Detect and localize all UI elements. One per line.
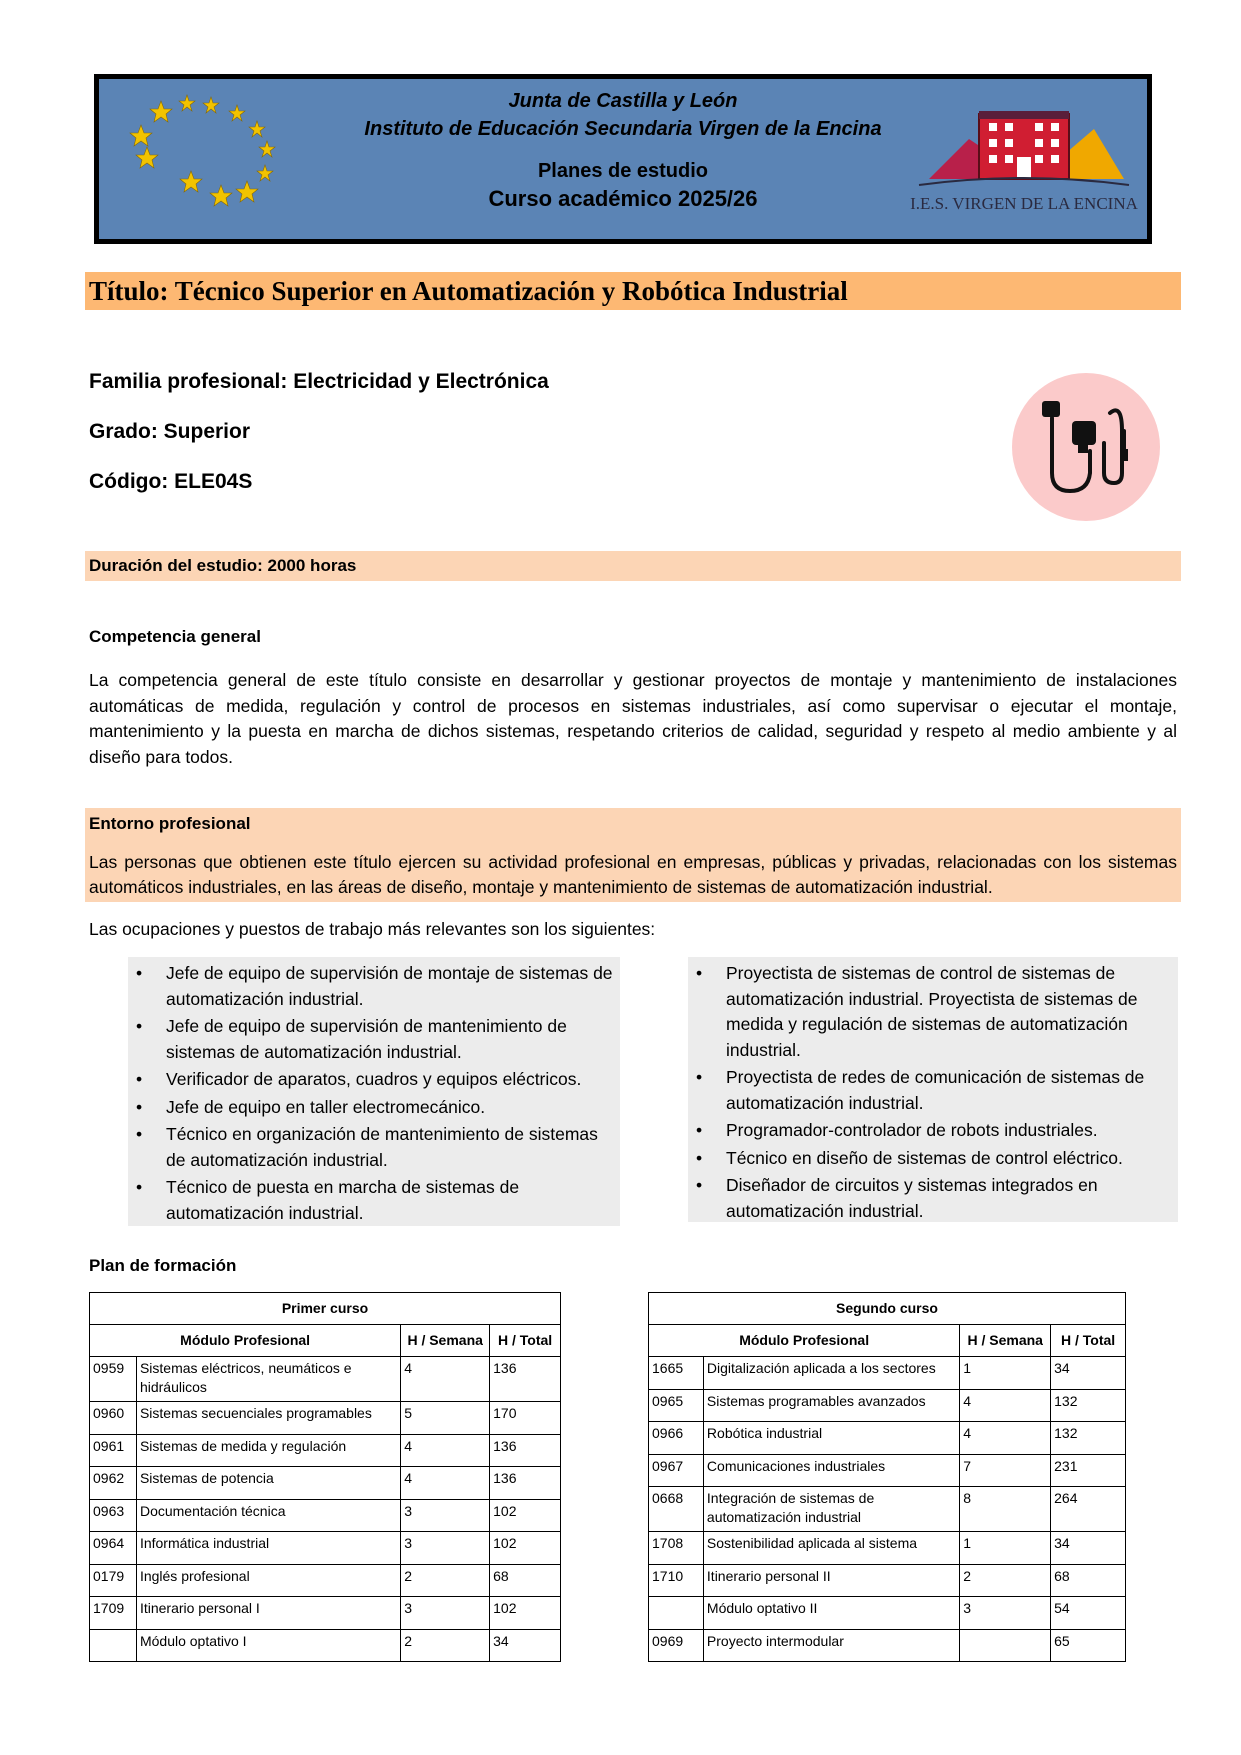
list-item: • Técnico de puesta en marcha de sistemas de automatización industrial. <box>134 1175 614 1226</box>
table-row <box>649 1357 1126 1390</box>
module-code: 0969 <box>649 1629 704 1662</box>
grade: Grado: Superior <box>89 420 251 443</box>
module-name: Robótica industrial <box>703 1422 959 1455</box>
hours-week: 7 <box>960 1454 1051 1487</box>
list-item: • Proyectista de redes de comunicación de sistemas de automatización industrial. <box>694 1065 1172 1116</box>
entorno-heading: Entorno profesional <box>89 814 251 833</box>
electrical-tool-icon <box>1012 373 1160 521</box>
hours-total: 132 <box>1051 1422 1126 1455</box>
hours-week: 4 <box>960 1422 1051 1455</box>
hours-week: 4 <box>401 1467 490 1500</box>
hours-total: 68 <box>1051 1564 1126 1597</box>
module-name: Sistemas secuenciales programables <box>136 1402 400 1435</box>
hours-total: 136 <box>490 1434 561 1467</box>
hours-total: 102 <box>490 1499 561 1532</box>
module-name: Itinerario personal I <box>136 1597 400 1630</box>
module-code: 0963 <box>90 1499 137 1532</box>
module-name: Módulo optativo II <box>703 1597 959 1630</box>
table-row <box>90 1434 561 1467</box>
column-header: H / Semana <box>960 1325 1051 1357</box>
table-caption: Primer curso <box>90 1293 561 1325</box>
hours-total: 34 <box>490 1629 561 1662</box>
module-code: 0960 <box>90 1402 137 1435</box>
module-name: Sistemas eléctricos, neumáticos e hidráulicos <box>136 1357 400 1402</box>
column-header: H / Semana <box>401 1325 490 1357</box>
hours-week: 2 <box>401 1564 490 1597</box>
hours-week: 4 <box>401 1357 490 1402</box>
table-row <box>90 1357 561 1402</box>
table-row <box>90 1629 561 1662</box>
module-code: 0966 <box>649 1422 704 1455</box>
hours-week: 3 <box>401 1499 490 1532</box>
hours-total: 34 <box>1051 1532 1126 1565</box>
module-name: Sistemas de medida y regulación <box>136 1434 400 1467</box>
school-logo <box>909 99 1139 219</box>
module-name: Inglés profesional <box>136 1564 400 1597</box>
hours-week: 4 <box>401 1434 490 1467</box>
second-year-table <box>648 1292 1126 1662</box>
module-code: 0668 <box>649 1487 704 1532</box>
column-header: H / Total <box>1051 1325 1126 1357</box>
list-item: • Diseñador de circuitos y sistemas integrados en automatización industrial. <box>694 1173 1172 1224</box>
table-row <box>649 1532 1126 1565</box>
hours-week: 2 <box>960 1564 1051 1597</box>
list-item: • Jefe de equipo en taller electromecánico. <box>134 1095 614 1121</box>
header-line-1: Junta de Castilla y León <box>508 90 738 112</box>
table-row <box>90 1467 561 1500</box>
entorno-section <box>85 808 1181 902</box>
table-row <box>649 1389 1126 1422</box>
header-line-2: Instituto de Educación Secundaria Virgen de la Encina <box>364 118 882 140</box>
hours-week: 3 <box>960 1597 1051 1630</box>
table-row <box>649 1564 1126 1597</box>
module-code <box>90 1629 137 1662</box>
table-row <box>90 1564 561 1597</box>
competencia-text: La competencia general de este título consiste en desarrollar y gestionar proyectos de montaje y mantenimiento de instalaciones automáticas de medida, regulación y control de procesos en sistemas industriales, así como supervisar o ejecutar el montaje, mantenimiento y la puesta en marcha de dichos sistemas, respetando criterios de calidad, seguridad y respeto al medio ambiente y al diseño para todos. <box>89 670 1177 767</box>
study-duration: Duración del estudio: 2000 horas <box>85 551 1181 581</box>
hours-week: 8 <box>960 1487 1051 1532</box>
competencia-heading: Competencia general <box>89 627 261 646</box>
occupations-left-list <box>128 957 620 1226</box>
hours-week: 1 <box>960 1357 1051 1390</box>
module-code: 0959 <box>90 1357 137 1402</box>
hours-week: 3 <box>401 1597 490 1630</box>
list-item: • Verificador de aparatos, cuadros y equipos eléctricos. <box>134 1067 614 1093</box>
hours-total: 102 <box>490 1597 561 1630</box>
table-row <box>90 1597 561 1630</box>
hours-total: 102 <box>490 1532 561 1565</box>
professional-family: Familia profesional: Electricidad y Electrónica <box>89 370 549 393</box>
column-header: H / Total <box>490 1325 561 1357</box>
table-row <box>649 1422 1126 1455</box>
hours-week: 4 <box>960 1389 1051 1422</box>
hours-total: 132 <box>1051 1389 1126 1422</box>
entorno-text: Las personas que obtienen este título ejercen su actividad profesional en empresas, públicas y privadas, relacionadas con los sistemas automáticos industriales, en las áreas de diseño, montaje y mantenimiento de sistemas de automatización industrial. <box>89 852 1177 897</box>
first-year-table <box>89 1292 561 1662</box>
module-name: Digitalización aplicada a los sectores <box>703 1357 959 1390</box>
list-item: • Técnico en organización de mantenimiento de sistemas de automatización industrial. <box>134 1122 614 1173</box>
module-name: Sistemas programables avanzados <box>703 1389 959 1422</box>
module-name: Informática industrial <box>136 1532 400 1565</box>
hours-week: 2 <box>401 1629 490 1662</box>
hours-total: 136 <box>490 1467 561 1500</box>
module-name: Sostenibilidad aplicada al sistema <box>703 1532 959 1565</box>
hours-total: 136 <box>490 1357 561 1402</box>
hours-week: 1 <box>960 1532 1051 1565</box>
list-item: • Técnico en diseño de sistemas de control eléctrico. <box>694 1146 1172 1172</box>
table-row <box>649 1454 1126 1487</box>
module-code: 0961 <box>90 1434 137 1467</box>
page-title: Título: Técnico Superior en Automatización y Robótica Industrial <box>85 272 1181 310</box>
module-code <box>649 1597 704 1630</box>
list-item: • Programador-controlador de robots industriales. <box>694 1118 1172 1144</box>
hours-total: 54 <box>1051 1597 1126 1630</box>
table-caption: Segundo curso <box>649 1293 1126 1325</box>
header-banner <box>94 74 1152 244</box>
hours-total: 34 <box>1051 1357 1126 1390</box>
module-code: 1665 <box>649 1357 704 1390</box>
list-item: • Jefe de equipo de supervisión de mantenimiento de sistemas de automatización industrial. <box>134 1014 614 1065</box>
hours-week: 3 <box>401 1532 490 1565</box>
hours-total: 264 <box>1051 1487 1126 1532</box>
hours-total: 65 <box>1051 1629 1126 1662</box>
column-header: Módulo Profesional <box>90 1325 401 1357</box>
header-line-4: Curso académico 2025/26 <box>488 186 758 211</box>
hours-week <box>960 1629 1051 1662</box>
list-item: • Jefe de equipo de supervisión de montaje de sistemas de automatización industrial. <box>134 961 614 1012</box>
column-header: Módulo Profesional <box>649 1325 960 1357</box>
plan-heading: Plan de formación <box>89 1256 237 1275</box>
table-row <box>90 1402 561 1435</box>
module-code: 0179 <box>90 1564 137 1597</box>
module-name: Proyecto intermodular <box>703 1629 959 1662</box>
hours-week: 5 <box>401 1402 490 1435</box>
occupations-right-list <box>688 957 1178 1222</box>
module-code: 0965 <box>649 1389 704 1422</box>
module-name: Comunicaciones industriales <box>703 1454 959 1487</box>
hours-total: 170 <box>490 1402 561 1435</box>
list-item: • Proyectista de sistemas de control de sistemas de automatización industrial. Proyectista de sistemas de medida y regulación de sistemas de automatización industrial. <box>694 961 1172 1063</box>
module-name: Documentación técnica <box>136 1499 400 1532</box>
header-line-3: Planes de estudio <box>537 160 709 182</box>
module-name: Itinerario personal II <box>703 1564 959 1597</box>
module-name: Integración de sistemas de automatización industrial <box>703 1487 959 1532</box>
occupations-intro: Las ocupaciones y puestos de trabajo más relevantes son los siguientes: <box>89 919 656 939</box>
module-name: Sistemas de potencia <box>136 1467 400 1500</box>
table-row <box>649 1629 1126 1662</box>
module-name: Módulo optativo I <box>136 1629 400 1662</box>
module-code: 0967 <box>649 1454 704 1487</box>
module-code: 1708 <box>649 1532 704 1565</box>
module-code: 1709 <box>90 1597 137 1630</box>
table-row <box>90 1532 561 1565</box>
hours-total: 231 <box>1051 1454 1126 1487</box>
module-code: 1710 <box>649 1564 704 1597</box>
table-row <box>649 1487 1126 1532</box>
module-code: 0962 <box>90 1467 137 1500</box>
module-code: 0964 <box>90 1532 137 1565</box>
table-row <box>90 1499 561 1532</box>
table-row <box>649 1597 1126 1630</box>
logo-text: I.E.S. VIRGEN DE LA ENCINA <box>910 194 1138 213</box>
hours-total: 68 <box>490 1564 561 1597</box>
code: Código: ELE04S <box>89 470 253 493</box>
